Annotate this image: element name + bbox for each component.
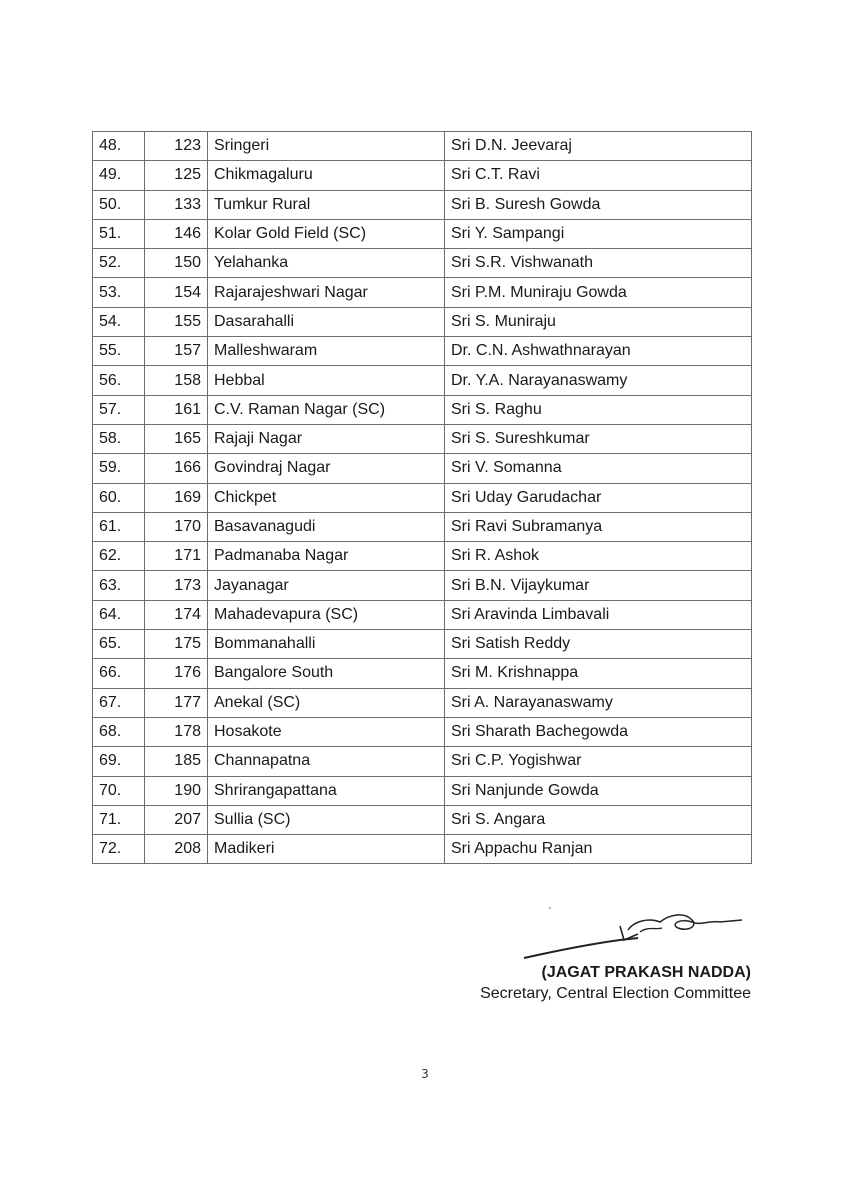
serial-number: 61. [93,512,145,541]
serial-number: 72. [93,835,145,864]
serial-number: 52. [93,249,145,278]
constituency-number: 176 [145,659,208,688]
constituency-number: 157 [145,337,208,366]
candidate-name: Sri V. Somanna [445,454,752,483]
serial-number: 50. [93,190,145,219]
constituency-number: 161 [145,395,208,424]
table-row [93,395,752,424]
constituency-number: 123 [145,132,208,161]
constituency-name: Hosakote [208,717,445,746]
table-row [93,132,752,161]
constituency-name: Mahadevapura (SC) [208,600,445,629]
serial-number: 56. [93,366,145,395]
constituency-name: Rajaji Nagar [208,424,445,453]
constituency-name: Tumkur Rural [208,190,445,219]
constituency-number: 133 [145,190,208,219]
constituency-name: Govindraj Nagar [208,454,445,483]
serial-number: 58. [93,424,145,453]
constituency-number: 177 [145,688,208,717]
constituency-name: Chikmagaluru [208,161,445,190]
candidate-name: Sri B. Suresh Gowda [445,190,752,219]
constituency-number: 165 [145,424,208,453]
serial-number: 54. [93,307,145,336]
constituency-name: Basavanagudi [208,512,445,541]
candidate-table-body [93,132,752,864]
serial-number: 63. [93,571,145,600]
candidate-name: Dr. C.N. Ashwathnarayan [445,337,752,366]
table-row [93,776,752,805]
serial-number: 69. [93,747,145,776]
table-row [93,747,752,776]
constituency-name: Dasarahalli [208,307,445,336]
constituency-name: Kolar Gold Field (SC) [208,219,445,248]
serial-number: 53. [93,278,145,307]
table-row [93,571,752,600]
table-row [93,688,752,717]
constituency-number: 155 [145,307,208,336]
page-number: 3 [421,1067,429,1081]
constituency-name: Channapatna [208,747,445,776]
candidate-name: Sri P.M. Muniraju Gowda [445,278,752,307]
table-row [93,424,752,453]
candidate-name: Sri Nanjunde Gowda [445,776,752,805]
constituency-name: Sringeri [208,132,445,161]
candidate-name: Sri R. Ashok [445,542,752,571]
table-row [93,307,752,336]
table-row [93,219,752,248]
candidate-name: Sri S.R. Vishwanath [445,249,752,278]
serial-number: 60. [93,483,145,512]
serial-number: 51. [93,219,145,248]
constituency-name: Anekal (SC) [208,688,445,717]
serial-number: 67. [93,688,145,717]
table-row [93,512,752,541]
serial-number: 57. [93,395,145,424]
serial-number: 49. [93,161,145,190]
table-row [93,659,752,688]
candidate-name: Sri D.N. Jeevaraj [445,132,752,161]
serial-number: 68. [93,717,145,746]
constituency-name: Hebbal [208,366,445,395]
candidate-name: Sri Aravinda Limbavali [445,600,752,629]
constituency-number: 208 [145,835,208,864]
constituency-number: 154 [145,278,208,307]
signatory-title: Secretary, Central Election Committee [480,985,751,1002]
candidate-name: Sri Sharath Bachegowda [445,717,752,746]
candidate-name: Sri Appachu Ranjan [445,835,752,864]
serial-number: 64. [93,600,145,629]
candidate-name: Sri Ravi Subramanya [445,512,752,541]
constituency-number: 185 [145,747,208,776]
constituency-number: 171 [145,542,208,571]
table-row [93,366,752,395]
constituency-number: 150 [145,249,208,278]
candidate-name: Sri M. Krishnappa [445,659,752,688]
table-row [93,542,752,571]
table-row [93,805,752,834]
candidate-name: Sri Y. Sampangi [445,219,752,248]
constituency-number: 207 [145,805,208,834]
candidate-name: Sri S. Sureshkumar [445,424,752,453]
candidate-name: Sri A. Narayanaswamy [445,688,752,717]
constituency-name: Sullia (SC) [208,805,445,834]
constituency-number: 178 [145,717,208,746]
serial-number: 55. [93,337,145,366]
constituency-name: Yelahanka [208,249,445,278]
candidate-name: Sri C.P. Yogishwar [445,747,752,776]
table-row [93,600,752,629]
table-row [93,278,752,307]
constituency-number: 158 [145,366,208,395]
candidate-name: Sri C.T. Ravi [445,161,752,190]
table-row [93,190,752,219]
candidate-name: Sri Satish Reddy [445,630,752,659]
serial-number: 48. [93,132,145,161]
constituency-number: 175 [145,630,208,659]
table-row [93,249,752,278]
constituency-number: 169 [145,483,208,512]
candidate-table [92,131,752,864]
serial-number: 59. [93,454,145,483]
constituency-number: 170 [145,512,208,541]
table-row [93,717,752,746]
candidate-name: Dr. Y.A. Narayanaswamy [445,366,752,395]
constituency-name: Padmanaba Nagar [208,542,445,571]
constituency-name: Jayanagar [208,571,445,600]
candidate-name: Sri B.N. Vijaykumar [445,571,752,600]
table-row [93,454,752,483]
constituency-name: Shrirangapattana [208,776,445,805]
table-row [93,337,752,366]
constituency-number: 146 [145,219,208,248]
constituency-name: C.V. Raman Nagar (SC) [208,395,445,424]
constituency-name: Rajarajeshwari Nagar [208,278,445,307]
serial-number: 65. [93,630,145,659]
constituency-name: Madikeri [208,835,445,864]
candidate-name: Sri S. Raghu [445,395,752,424]
constituency-name: Chickpet [208,483,445,512]
serial-number: 62. [93,542,145,571]
constituency-name: Bommanahalli [208,630,445,659]
table-row [93,161,752,190]
signature-scribble [520,900,760,970]
constituency-number: 173 [145,571,208,600]
candidate-name: Sri Uday Garudachar [445,483,752,512]
constituency-number: 190 [145,776,208,805]
serial-number: 70. [93,776,145,805]
constituency-name: Bangalore South [208,659,445,688]
serial-number: 66. [93,659,145,688]
table-row [93,630,752,659]
candidate-name: Sri S. Angara [445,805,752,834]
constituency-number: 125 [145,161,208,190]
constituency-number: 166 [145,454,208,483]
table-row [93,835,752,864]
signatory-name: (JAGAT PRAKASH NADDA) [541,964,751,981]
constituency-number: 174 [145,600,208,629]
table-row [93,483,752,512]
candidate-name: Sri S. Muniraju [445,307,752,336]
constituency-name: Malleshwaram [208,337,445,366]
serial-number: 71. [93,805,145,834]
